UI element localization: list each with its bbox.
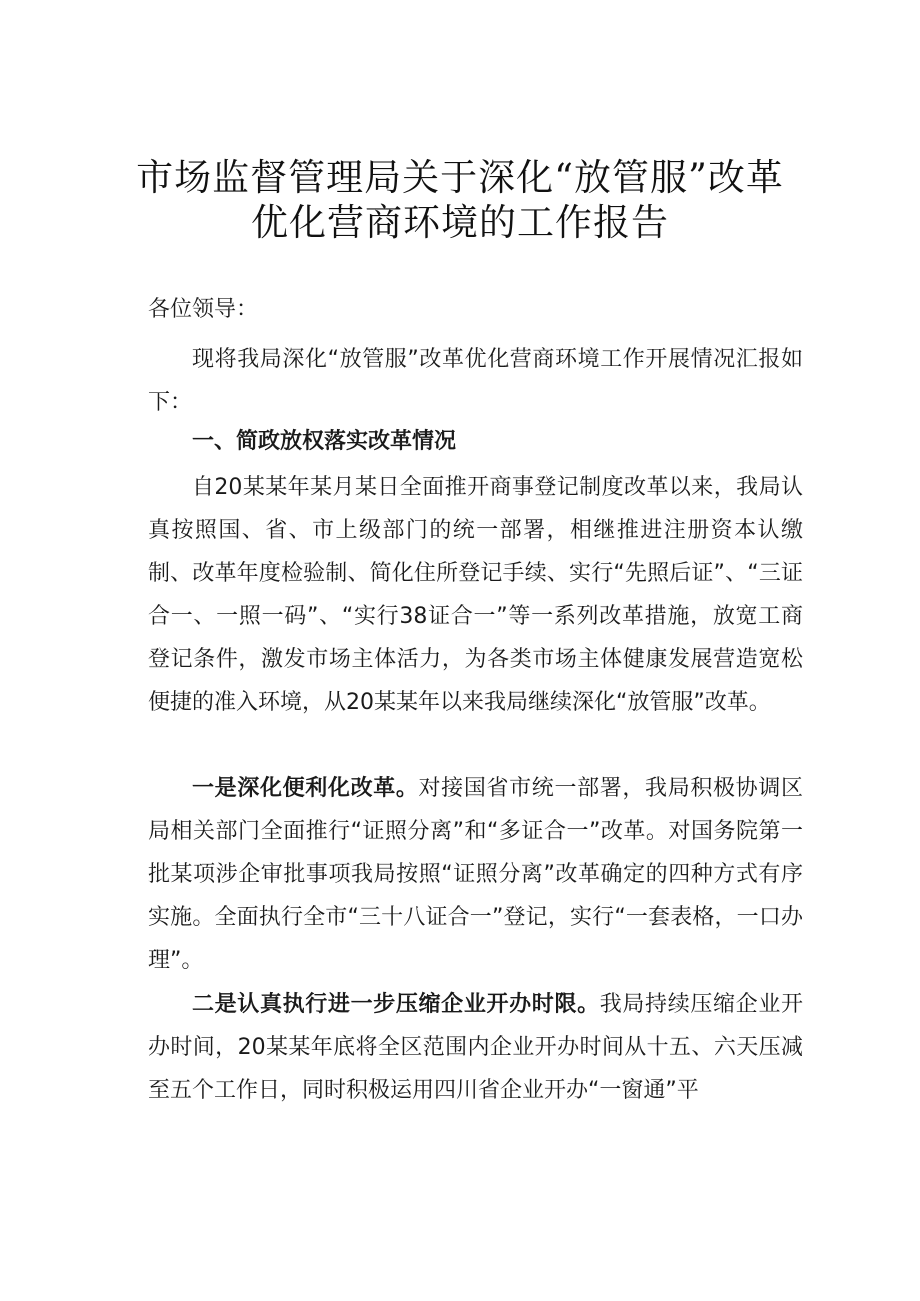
paragraph-1: 自20某某年某月某日全面推开商事登记制度改革以来，我局认真按照国、省、市上级部门的统一部署，相继推进注册资本认缴制、改革年度检验制、简化住所登记手续、实行“先照后证”、“三证合一、一照一码”、“实行38证合一”等一系列改革措施，放宽工商登记条件，激发市场主体活力，为各类市场主体健康发展营造宽松便捷的准入环境，从20某某年以来我局继续深化“放管服”改革。 [148,475,803,715]
document-title-line-2: 优化营商环境的工作报告 [251,201,669,244]
paragraph-2 [148,767,803,982]
paragraph-2-text: 对接国省市统一部署，我局积极协调区局相关部门全面推行“证照分离”和“多证合一”改革。对国务院第一批某项涉企审批事项我局按照“证照分离”改革确定的四种方式有序实施。全面执行全市“三十八证合一”登记，实行“一套表格，一口办理”。 [148,776,803,973]
paragraph-3-text: 我局持续压缩企业开办时间，20某某年底将全区范围内企业开办时间从十五、六天压减至五个工作日，同时积极运用四川省企业开办“一窗通”平 [148,992,803,1103]
paragraph-3-lead: 二是认真执行进一步压缩企业开办时限。 [192,992,600,1017]
paragraph-2-lead: 一是深化便利化改革。 [192,776,419,801]
intro-paragraph: 现将我局深化“放管服”改革优化营商环境工作开展情况汇报如下： [148,347,804,415]
document-title-line-1: 市场监督管理局关于深化“放管服”改革 [136,156,784,199]
section-heading-1: 一、简政放权落实改革情况 [192,429,457,454]
paragraph-3 [148,983,803,1112]
greeting: 各位领导： [148,297,259,322]
